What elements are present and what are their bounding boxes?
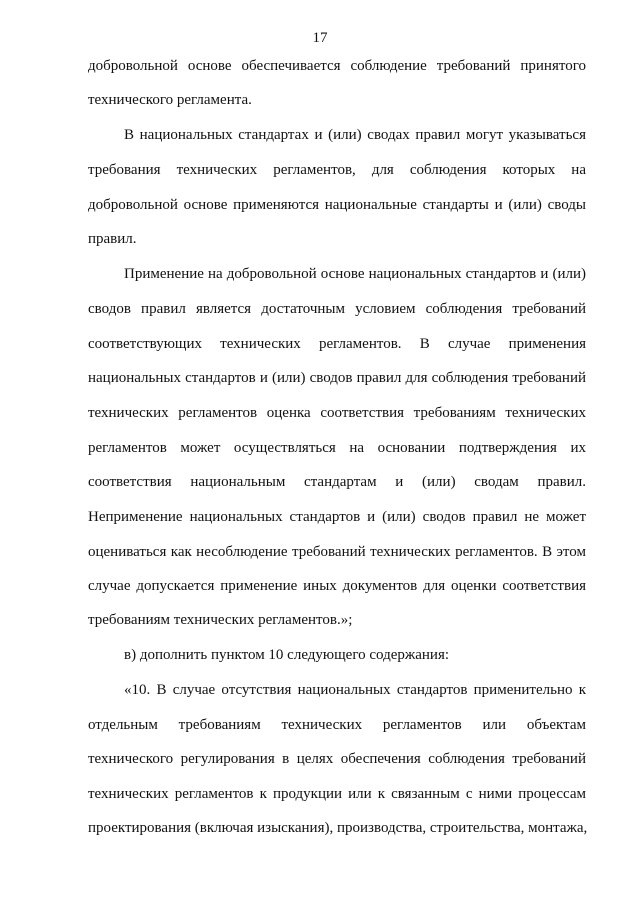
text-line: отдельным требованиям технических регламентов или объектам <box>88 717 586 733</box>
text-line: технических регламентов оценка соответствия требованиям технических <box>88 405 586 421</box>
text-line: «10. В случае отсутствия национальных стандартов применительно к <box>124 682 586 698</box>
text-line: технического регламента. <box>88 92 252 108</box>
text-line: соответствия национальным стандартам и (или) сводам правил. <box>88 474 586 490</box>
text-line: добровольной основе применяются национальные стандарты и (или) своды <box>88 197 586 213</box>
text-line: правил. <box>88 231 137 247</box>
text-line: добровольной основе обеспечивается соблюдение требований принятого <box>88 58 586 74</box>
text-line: соответствующих технических регламентов. В случае применения <box>88 336 586 352</box>
text-line: В национальных стандартах и (или) сводах правил могут указываться <box>124 127 586 143</box>
text-line: технических регламентов к продукции или к связанным с ними процессам <box>88 786 586 802</box>
text-line: Неприменение национальных стандартов и (или) сводов правил не может <box>88 509 586 525</box>
text-line: сводов правил является достаточным условием соблюдения требований <box>88 301 586 317</box>
text-line: регламентов может осуществляться на основании подтверждения их <box>88 440 586 456</box>
text-line: требования технических регламентов, для соблюдения которых на <box>88 162 586 178</box>
text-line: Применение на добровольной основе национальных стандартов и (или) <box>124 266 586 282</box>
text-line: технического регулирования в целях обеспечения соблюдения требований <box>88 751 586 767</box>
page-number: 17 <box>312 30 328 46</box>
text-line: случае допускается применение иных документов для оценки соответствия <box>88 578 586 594</box>
text-line: требованиям технических регламентов.»; <box>88 612 353 628</box>
text-line: оцениваться как несоблюдение требований технических регламентов. В этом <box>88 544 586 560</box>
text-line: в) дополнить пунктом 10 следующего содержания: <box>124 647 450 663</box>
text-line: проектирования (включая изыскания), производства, строительства, монтажа, <box>88 820 588 836</box>
text-line: национальных стандартов и (или) сводов правил для соблюдения требований <box>88 370 586 386</box>
